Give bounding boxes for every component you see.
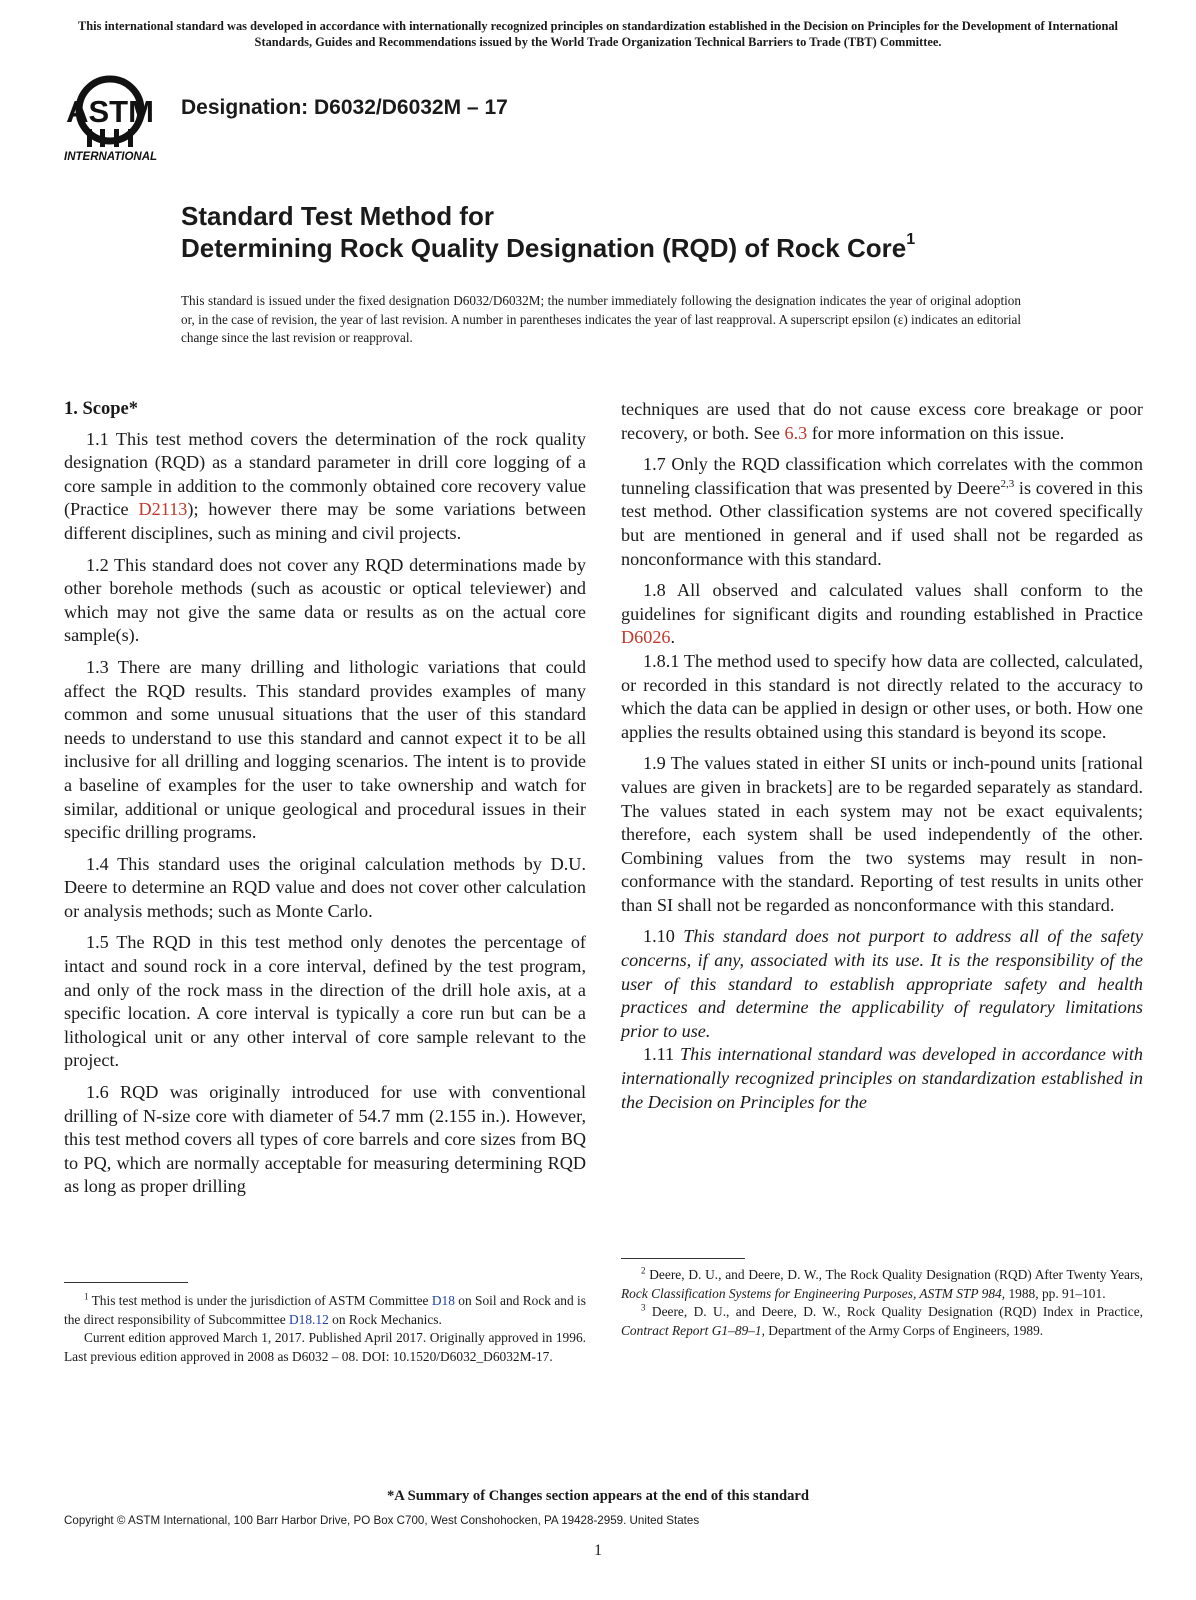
paragraph-1-4: 1.4 This standard uses the original calculation methods by D.U. Deere to determine an RQD value and does not cover other calculation or analysis methods; such as Monte Carlo.: [64, 853, 586, 921]
footnotes-right: [621, 1266, 1143, 1340]
footnote-3-text-b: , Department of the Army Corps of Engineers, 1989.: [761, 1322, 1044, 1338]
title-line-1: Standard Test Method for: [181, 201, 494, 231]
link-d6026[interactable]: D6026: [621, 627, 671, 648]
paragraph-1-8: [621, 579, 1143, 650]
paragraph-1-10-text: This standard does not purport to address all of the safety concerns, if any, associated with its use. It is the responsibility of the user of this standard to establish appropriate safety and health practices and determine the applicability of regulatory limitations prior to use.: [621, 926, 1143, 1041]
right-column: [621, 398, 1143, 1114]
footnote-1-text-b: on Soil and Rock and is the direct responsibility of Subcommittee: [64, 1293, 586, 1327]
link-d2113[interactable]: D2113: [138, 499, 188, 520]
page-title: [181, 200, 1081, 264]
astm-logo: [62, 74, 172, 166]
footnote-3-text-a: Deere, D. U., and Deere, D. W., Rock Quality Designation (RQD) Index in Practice,: [645, 1304, 1143, 1320]
section-heading-scope: 1. Scope*: [64, 399, 138, 419]
paragraph-1-7-text-a: 1.7 Only the RQD classification which correlates with the common tunneling classification that was presented by Deere: [621, 454, 1143, 498]
copyright: Copyright © ASTM International, 100 Barr Harbor Drive, PO Box C700, West Conshohocken, PA 19428-2959. United States: [64, 1514, 700, 1527]
title-footnote-ref[interactable]: 1: [906, 231, 916, 249]
paragraph-1-9: 1.9 The values stated in either SI units or inch-pound units [rational values are given in brackets] are to be regarded separately as standard. The values stated in each system may not be exact equivalents; therefore, each system shall be used independently of the other. Combining values from the two systems may result in non-conformance with the standard. Reporting of test results in units other than SI shall not be regarded as nonconformance with this standard.: [621, 753, 1143, 915]
footnote-divider-right: [621, 1258, 745, 1259]
footnote-1-text-c: on Rock Mechanics.: [328, 1311, 442, 1327]
footnote-1-edition: Current edition approved March 1, 2017. Published April 2017. Originally approved in 1996. Last previous edition approved in 2008 as D6032 – 08. DOI: 10.1520/D6032_D6032M-17.: [64, 1330, 586, 1364]
footnote-divider-left: [64, 1282, 188, 1283]
paragraph-1-6-cont-text-a: techniques are used that do not cause excess core breakage or poor recovery, or both. See: [621, 399, 1143, 443]
page-number: 1: [594, 1542, 602, 1559]
paragraph-1-10: [621, 925, 1143, 1043]
logo-subtext: INTERNATIONAL: [64, 151, 158, 163]
summary-of-changes-note: *A Summary of Changes section appears at the end of this standard: [386, 1488, 810, 1504]
footnote-3-italic: Contract Report G1–89–1: [621, 1322, 762, 1338]
footnote-1-marker: 1: [84, 1291, 89, 1302]
paragraph-1-1-text-b: ); however there may be some variations between different disciplines, such as mining and civil projects.: [64, 499, 587, 543]
paragraph-1-6: 1.6 RQD was originally introduced for use with conventional drilling of N-size core with diameter of 54.7 mm (2.155 in.). However, this test method covers all types of core barrels and core sizes from BQ to PQ, which are normally acceptable for measuring determining RQD as long as proper drilling: [64, 1082, 586, 1197]
footnote-1: [64, 1292, 586, 1329]
footnote-1-text-a: This test method is under the jurisdiction of ASTM Committee: [88, 1293, 432, 1308]
paragraph-1-2: 1.2 This standard does not cover any RQD determinations made by other borehole methods (such as acoustic or optical televiewer) and which may not give the same data or results as on the actual core sample(s).: [64, 554, 586, 646]
paragraph-1-7-text-b: is covered in this test method. Other classification systems are not covered specifically but are mentioned in general and if used shall not be regarded as nonconformance with this standard.: [621, 477, 1143, 569]
footnotes-left: [64, 1292, 586, 1366]
title-line-2: [181, 232, 1081, 264]
paragraph-1-11-number: 1.11: [643, 1044, 681, 1065]
paragraph-1-5: 1.5 The RQD in this test method only denotes the percentage of intact and sound rock in a core interval, defined by the test program, and only of the rock mass in the direction of the drill hole axis, at a specific location. A core interval is typically a core run but can be a lithological unit or any other interval of core sample relevant to the project.: [64, 932, 586, 1071]
footnote-ref-2-3[interactable]: 2,3: [1000, 477, 1015, 490]
paragraph-1-11-text: This international standard was developed in accordance with internationally recognized principles on standardization established in the Decision on Principles for the: [621, 1044, 1143, 1112]
paragraph-1-11: [621, 1043, 1143, 1114]
footnote-2-text-a: Deere, D. U., and Deere, D. W., The Rock Quality Designation (RQD) After Twenty Years,: [645, 1267, 1143, 1282]
paragraph-1-6-continued: [621, 398, 1143, 445]
paragraph-1-10-number: 1.10: [643, 926, 684, 947]
left-column: [64, 398, 586, 1199]
link-d18-12[interactable]: D18.12: [289, 1311, 329, 1327]
top-notice: This international standard was developed in accordance with internationally recognized principles on standardization established in the Decision on Principles for the Development of International Standards, Guides and Recommendations issued by the World Trade Organization Technical Barriers to Trade (TBT) Committee.: [77, 19, 1119, 49]
paragraph-1-8-1: 1.8.1 The method used to specify how data are collected, calculated, or recorded in this standard is not directly related to the accuracy to which the data can be applied in design or other uses, or both. How one applies the results obtained using this standard is beyond its scope.: [621, 650, 1143, 742]
logo-text: ASTM: [66, 94, 154, 129]
footnote-2-italic: Rock Classification Systems for Engineering Purposes, ASTM STP 984: [621, 1285, 1002, 1301]
paragraph-1-3: 1.3 There are many drilling and lithologic variations that could affect the RQD results. This standard provides examples of many common and some unusual situations that the user of this standard needs to understand to use this standard and cannot expect it to be all inclusive for all drilling and logging scenarios. The intent is to provide a baseline of examples for the user to take ownership and watch for similar, additional or unique geological and procedural issues in their specific drilling programs.: [64, 656, 586, 843]
paragraph-1-1-text-a: 1.1 This test method covers the determination of the rock quality designation (RQD) as a standard parameter in drill core logging of a core sample in addition to the commonly obtained core recovery value (Practice: [64, 428, 586, 520]
footnote-2: [621, 1266, 1143, 1303]
link-d18[interactable]: D18: [431, 1293, 455, 1308]
paragraph-1-1: [64, 428, 586, 546]
title-line-2-text: Determining Rock Quality Designation (RQD) of Rock Core: [181, 233, 907, 263]
link-section-6-3[interactable]: 6.3: [784, 422, 808, 443]
issued-note: This standard is issued under the fixed designation D6032/D6032M; the number immediately following the designation indicates the year of original adoption or, in the case of revision, the year of last revision. A number in parentheses indicates the year of last reapproval. A superscript epsilon (ε) indicates an editorial change since the last revision or reapproval.: [181, 293, 1021, 345]
paragraph-1-8-text-a: 1.8 All observed and calculated values shall conform to the guidelines for significant digits and rounding established in Practice: [621, 580, 1143, 624]
footnote-3: [621, 1303, 1143, 1340]
paragraph-1-7: [621, 453, 1143, 571]
footnote-3-marker: 3: [641, 1302, 646, 1313]
designation: Designation: D6032/D6032M – 17: [181, 96, 508, 119]
footnote-2-text-b: , 1988, pp. 91–101.: [1001, 1285, 1106, 1301]
paragraph-1-8-text-b: .: [670, 627, 676, 648]
paragraph-1-6-cont-text-b: for more information on this issue.: [807, 422, 1065, 443]
footnote-2-marker: 2: [641, 1265, 646, 1276]
